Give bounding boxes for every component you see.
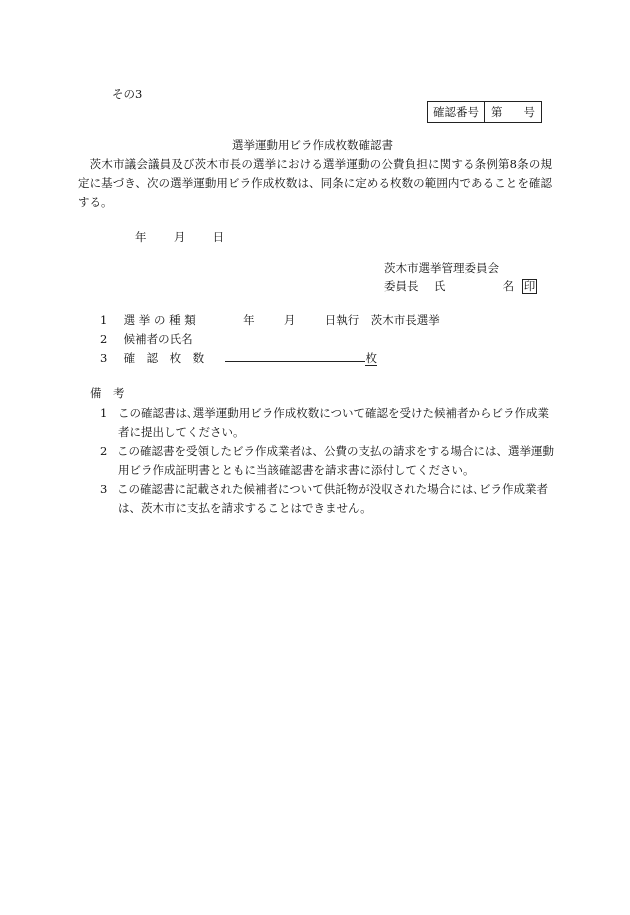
note-no: 3 — [100, 482, 108, 496]
note-2 — [100, 444, 107, 459]
date-year: 年 — [135, 230, 147, 244]
date-line — [135, 230, 224, 245]
confirm-number-go: 号 — [523, 105, 535, 119]
item-label: 候補者の氏名 — [123, 332, 193, 346]
note-no: 2 — [100, 444, 108, 458]
item-unit: 枚 — [365, 351, 377, 365]
intro-paragraph: 茨木市議会議員及び茨木市長の選挙における選挙運動の公費負担に関する条例第8条の規定に基づき、次の選挙運動用ビラ作成枚数は、同条に定める枚数の範囲内であることを確認する。 — [78, 157, 552, 209]
item-2 — [100, 332, 193, 347]
item-year: 年 — [243, 313, 255, 327]
item-label: 選 挙 の 種 類 — [123, 313, 196, 327]
issuer-org: 茨木市選挙管理委員会 — [384, 261, 499, 275]
confirm-number-box — [427, 101, 542, 123]
item-no: 1 — [100, 313, 108, 327]
note-no: 1 — [100, 406, 108, 420]
item-1 — [100, 313, 440, 328]
item-3 — [100, 350, 377, 366]
issuer-chair: 委員長 — [384, 279, 419, 293]
confirm-number-label: 確認番号 — [428, 102, 485, 122]
notes-heading: 備 考 — [90, 386, 125, 400]
date-day: 日 — [212, 230, 225, 244]
item-label: 確 認 枚 数 — [123, 351, 205, 365]
seal-mark: 印 — [523, 279, 536, 293]
note-3-text: この確認書に記載された候補者について供託物が没収された場合には､ビラ作成業者は、茨木市に支払を請求することはできません。 — [117, 482, 549, 515]
issuer-shi: 氏 — [433, 279, 446, 293]
confirm-number-dai: 第 — [491, 105, 503, 119]
date-month: 月 — [173, 230, 186, 244]
document-title: 選挙運動用ビラ作成枚数確認書 — [232, 138, 393, 152]
item-no: 3 — [100, 351, 108, 365]
note-2-text: この確認書を受領したビラ作成業者は、公費の支払の請求をする場合には、選挙運動用ビラ作成証明書とともに当該確認書を請求書に添付してください。 — [117, 444, 554, 477]
form-label: その3 — [112, 87, 143, 101]
note-3 — [100, 482, 107, 497]
note-1 — [100, 406, 107, 421]
item-month: 月 — [283, 313, 296, 327]
count-blank-line — [225, 350, 365, 362]
item-value: 日執行 茨木市長選挙 — [324, 313, 440, 327]
issuer-chair-line — [384, 279, 537, 294]
note-1-text: この確認書は､選挙運動用ビラ作成枚数について確認を受けた候補者からビラ作成業者に提出してください。 — [118, 406, 550, 439]
issuer-mei: 名 — [502, 279, 515, 293]
item-no: 2 — [100, 332, 108, 346]
